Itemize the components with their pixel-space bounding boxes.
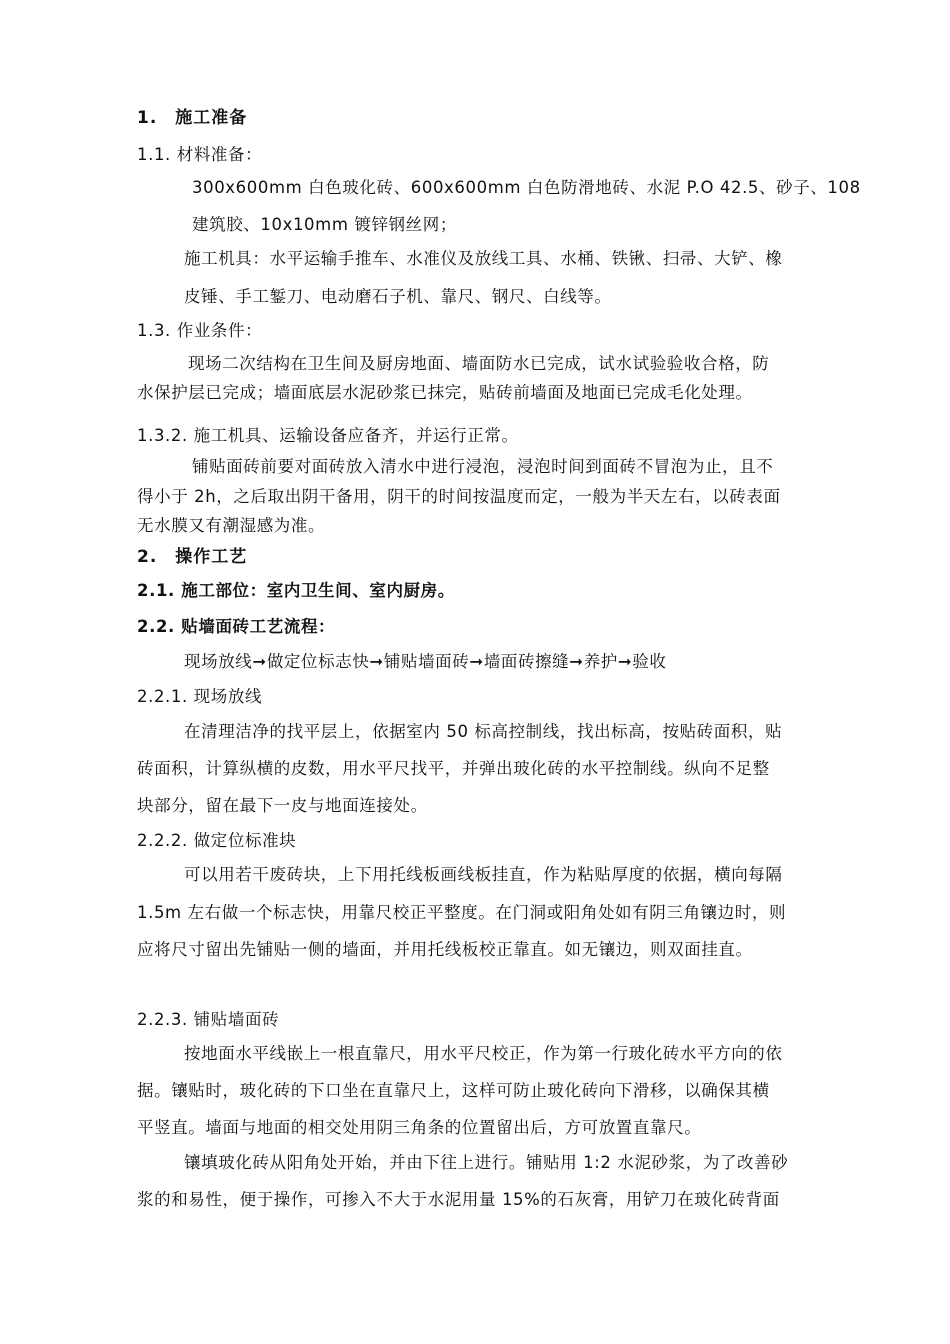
paragraph-line: 得小于 2h，之后取出阴干备用，阴干的时间按温度而定，一般为半天左右，以砖表面 [137, 487, 781, 506]
paragraph-line: 平竖直。墙面与地面的相交处用阴三角条的位置留出后，方可放置直靠尺。 [137, 1118, 702, 1137]
paragraph-line: 皮锤、手工錾刀、电动磨石子机、靠尺、钢尺、白线等。 [184, 287, 612, 306]
paragraph-line: 据。镶贴时，玻化砖的下口坐在直靠尺上，这样可防止玻化砖向下滑移，以确保其横 [137, 1081, 770, 1100]
paragraph-line: 块部分，留在最下一皮与地面连接处。 [137, 796, 428, 815]
paragraph-line: 砖面积，计算纵横的皮数，用水平尺找平，并弹出玻化砖的水平控制线。纵向不足整 [137, 759, 770, 778]
paragraph-line: 1.5m 左右做一个标志快，用靠尺校正平整度。在门洞或阳角处如有阴三角镶边时，则 [137, 903, 787, 922]
paragraph-line: 按地面水平线嵌上一根直靠尺，用水平尺校正，作为第一行玻化砖水平方向的依 [184, 1044, 783, 1063]
paragraph-line: 无水膜又有潮湿感为准。 [137, 516, 326, 535]
subheading-process-flow: 2.2. 贴墙面砖工艺流程： [137, 617, 336, 636]
paragraph-line: 现场二次结构在卫生间及厨房地面、墙面防水已完成，试水试验验收合格，防 [188, 354, 770, 373]
paragraph-line: 在清理洁净的找平层上，依据室内 50 标高控制线，找出标高，按贴砖面积，贴 [184, 722, 783, 741]
subheading-tiling: 2.2.3. 铺贴墙面砖 [137, 1010, 280, 1029]
paragraph-line: 应将尺寸留出先铺贴一侧的墙面，并用托线板校正靠直。如无镶边，则双面挂直。 [137, 940, 753, 959]
heading-operation-process: 2. 操作工艺 [137, 547, 248, 567]
subheading-layout: 2.2.1. 现场放线 [137, 687, 263, 706]
subheading-materials: 1.1. 材料准备： [137, 145, 263, 164]
subheading-work-conditions: 1.3. 作业条件： [137, 321, 263, 340]
paragraph-line: 可以用若干废砖块，上下用托线板画线板挂直，作为粘贴厚度的依据，横向每隔 [184, 865, 783, 884]
paragraph-line: 建筑胶、10x10mm 镀锌钢丝网； [192, 215, 457, 234]
subheading-location: 2.1. 施工部位：室内卫生间、室内厨房。 [137, 581, 455, 600]
subheading-marker-blocks: 2.2.2. 做定位标准块 [137, 831, 297, 850]
paragraph-line: 水保护层已完成；墙面底层水泥砂浆已抹完，贴砖前墙面及地面已完成毛化处理。 [137, 383, 753, 402]
paragraph-line: 300x600mm 白色玻化砖、600x600mm 白色防滑地砖、水泥 P.O 42.5、砂子、108 [192, 178, 861, 197]
paragraph-line: 施工机具：水平运输手推车、水准仪及放线工具、水桶、铁锹、扫帚、大铲、橡 [184, 249, 783, 268]
paragraph-line: 铺贴面砖前要对面砖放入清水中进行浸泡，浸泡时间到面砖不冒泡为止，且不 [192, 457, 774, 476]
paragraph-line: 镶填玻化砖从阳角处开始，并由下往上进行。铺贴用 1:2 水泥砂浆，为了改善砂 [184, 1153, 789, 1172]
heading-construction-prep: 1. 施工准备 [137, 108, 248, 128]
subheading-equipment: 1.3.2. 施工机具、运输设备应备齐，并运行正常。 [137, 426, 519, 445]
paragraph-line: 浆的和易性，便于操作，可掺入不大于水泥用量 15%的石灰膏，用铲刀在玻化砖背面 [137, 1190, 780, 1209]
process-flow-steps: 现场放线➞做定位标志快➞铺贴墙面砖➞墙面砖擦缝➞养护➞验收 [184, 652, 667, 671]
